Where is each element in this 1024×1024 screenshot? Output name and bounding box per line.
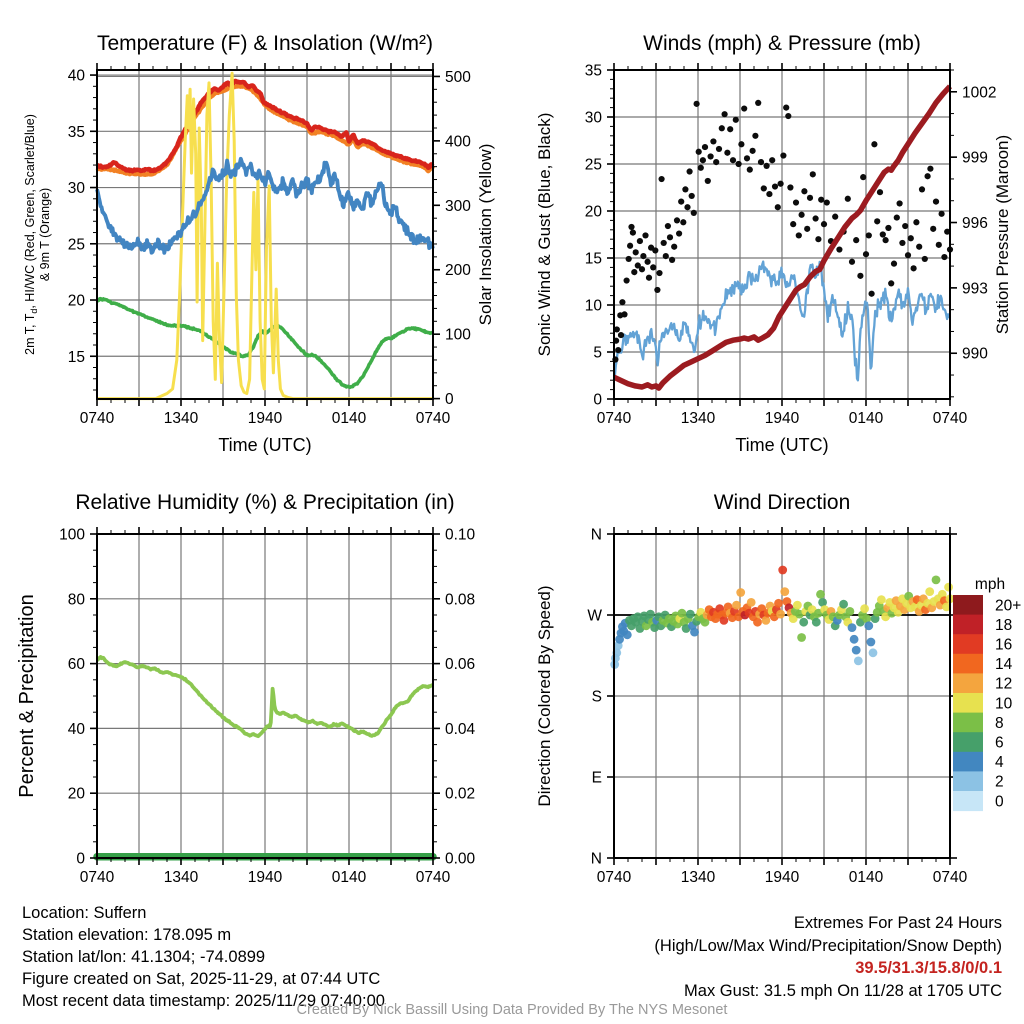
gust-dots-black (810, 171, 816, 177)
gust-dots-black (702, 144, 708, 150)
gust-dots-black (689, 193, 695, 199)
svg-text:993: 993 (962, 280, 988, 298)
svg-text:40: 40 (67, 67, 85, 85)
legend-swatch-12 (953, 673, 983, 693)
gust-dots-black (676, 230, 682, 236)
extremes-subtitle: (High/Low/Max Wind/Precipitation/Snow Depth) (654, 936, 1002, 955)
gust-dots-black (627, 243, 633, 249)
gust-dots-black (821, 221, 827, 227)
legend-swatch-16 (953, 634, 983, 654)
gust-dots-black (696, 149, 702, 155)
legend-swatch-4 (953, 752, 983, 772)
direction-dots (925, 587, 934, 596)
svg-text:20+: 20+ (995, 597, 1022, 615)
svg-text:0.08: 0.08 (445, 591, 476, 609)
svg-text:E: E (591, 769, 602, 787)
gust-dots-black (832, 214, 838, 220)
direction-dots (774, 599, 783, 608)
svg-text:1940: 1940 (247, 410, 283, 427)
gust-dots-black (682, 186, 688, 192)
svg-text:18: 18 (995, 616, 1013, 634)
svg-text:0140: 0140 (331, 410, 367, 427)
gust-dots-black (849, 259, 855, 265)
gust-dots-black (919, 186, 925, 192)
gust-dots-black (663, 253, 669, 259)
gust-dots-black (807, 195, 813, 201)
title-wind-direction: Wind Direction (713, 491, 851, 514)
legend-swatch-14 (953, 654, 983, 674)
svg-text:1340: 1340 (680, 869, 716, 886)
gust-dots-black (752, 133, 758, 139)
gust-dots-black (897, 200, 903, 206)
gust-dots-black (939, 211, 945, 217)
legend-swatch-2 (953, 771, 983, 791)
direction-dots (854, 657, 863, 666)
gust-dots-black (633, 249, 639, 255)
gust-dots-black (874, 218, 880, 224)
svg-text:0740: 0740 (79, 410, 115, 427)
svg-text:15: 15 (67, 348, 85, 366)
gust-dots-black (916, 244, 922, 250)
gust-dots-black (684, 204, 690, 210)
svg-text:0.02: 0.02 (445, 785, 476, 803)
direction-dots (860, 604, 869, 613)
svg-text:1340: 1340 (680, 410, 716, 427)
svg-text:0.00: 0.00 (445, 850, 476, 868)
data-timestamp: Most recent data timestamp: 2025/11/29 07:40:00 (22, 992, 385, 1010)
svg-text:N: N (590, 526, 602, 544)
svg-text:Sonic Wind & Gust (Blue, Black: Sonic Wind & Gust (Blue, Black) (535, 112, 554, 357)
direction-dots (864, 621, 873, 630)
gust-dots-black (813, 215, 819, 221)
gust-dots-black (888, 280, 894, 286)
gust-dots-black (637, 238, 643, 244)
svg-text:1940: 1940 (247, 869, 283, 886)
direction-dots (869, 648, 878, 657)
gust-dots-black (925, 173, 931, 179)
station-location: Location: Suffern (22, 904, 147, 922)
gust-dots-black (724, 150, 730, 156)
gust-dots-black (639, 266, 645, 272)
direction-dots (736, 588, 745, 597)
svg-text:W: W (587, 607, 602, 625)
svg-text:N: N (590, 850, 602, 868)
svg-text:Station Pressure (Maroon): Station Pressure (Maroon) (993, 134, 1012, 335)
svg-text:996: 996 (962, 215, 988, 233)
direction-dots (747, 598, 756, 607)
svg-text:15: 15 (584, 250, 602, 268)
gust-dots-black (713, 159, 719, 165)
gust-dots-black (719, 125, 725, 131)
gust-dots-black (824, 199, 830, 205)
svg-text:Solar Insolation (Yellow): Solar Insolation (Yellow) (476, 143, 495, 326)
svg-text:0.06: 0.06 (445, 656, 476, 674)
svg-text:1940: 1940 (764, 869, 800, 886)
gust-dots-black (761, 185, 767, 191)
direction-dots (690, 628, 699, 637)
gust-dots-black (799, 212, 805, 218)
gust-dots-black (894, 214, 900, 220)
svg-text:35: 35 (67, 123, 85, 141)
svg-text:0: 0 (76, 850, 85, 868)
gust-dots-black (913, 219, 919, 225)
svg-text:0140: 0140 (331, 869, 367, 886)
gust-dots-black (908, 235, 914, 241)
gust-dots-black (646, 275, 652, 281)
title-winds-pressure: Winds (mph) & Pressure (mb) (643, 32, 921, 55)
svg-text:990: 990 (962, 345, 988, 363)
gust-dots-black (790, 221, 796, 227)
svg-text:40: 40 (67, 720, 85, 738)
gust-dots-black (775, 204, 781, 210)
svg-text:1002: 1002 (962, 84, 997, 102)
svg-text:Time (UTC): Time (UTC) (218, 435, 312, 455)
direction-dots (623, 630, 632, 639)
svg-text:0140: 0140 (848, 410, 884, 427)
gust-dots-black (836, 246, 842, 252)
direction-dots (852, 646, 861, 655)
gust-dots-black (694, 101, 700, 107)
gust-dots-black (722, 111, 728, 117)
gust-dots-black (793, 199, 799, 205)
panel-humidity-precipitation (16, 491, 476, 886)
svg-text:10: 10 (995, 695, 1013, 713)
svg-text:0740: 0740 (415, 869, 451, 886)
gust-dots-black (631, 269, 637, 275)
gust-dots-black (674, 217, 680, 223)
gust-dots-black (654, 287, 660, 293)
gust-dots-black (730, 157, 736, 163)
station-latlon: Station lat/lon: 41.1304; -74.0899 (22, 948, 266, 966)
svg-text:2: 2 (995, 773, 1004, 791)
gust-dots-black (801, 188, 807, 194)
direction-dots (850, 635, 859, 644)
svg-text:5: 5 (593, 344, 602, 362)
direction-dots (816, 590, 825, 599)
credit-line: Created By Nick Bassill Using Data Provided By The NYS Mesonet (296, 1002, 728, 1018)
gust-dots-black (866, 232, 872, 238)
gust-dots-black (640, 253, 646, 259)
gust-dots-black (758, 159, 764, 165)
extremes-values: 39.5/31.3/15.8/0/0.1 (855, 959, 1002, 977)
gust-dots-black (619, 299, 625, 305)
svg-text:100: 100 (445, 326, 471, 344)
panel-winds-pressure (535, 32, 1012, 455)
svg-text:0740: 0740 (79, 869, 115, 886)
svg-text:20: 20 (67, 785, 85, 803)
gust-dots-black (687, 168, 693, 174)
gust-dots-black (815, 236, 821, 242)
gust-dots-black (741, 105, 747, 111)
svg-text:0.04: 0.04 (445, 720, 476, 738)
legend-title: mph (974, 576, 1006, 593)
svg-text:14: 14 (995, 656, 1013, 674)
svg-text:100: 100 (59, 526, 85, 544)
gust-dots-black (671, 244, 677, 250)
gust-dots-black (716, 146, 722, 152)
svg-text:0: 0 (445, 391, 454, 409)
gust-dots-black (615, 347, 621, 353)
direction-dots (848, 623, 857, 632)
gust-dots-black (680, 219, 686, 225)
gust-dots-black (630, 230, 636, 236)
gust-dots-black (922, 256, 928, 262)
gust-dots-black (780, 152, 786, 158)
svg-text:500: 500 (445, 68, 471, 86)
gust-dots-black (705, 178, 711, 184)
gust-dots-black (656, 270, 662, 276)
gust-dots-black (883, 237, 889, 243)
direction-dots (846, 607, 855, 616)
gust-dots-black (845, 196, 851, 202)
gust-dots-black (772, 183, 778, 189)
direction-dots (932, 576, 941, 585)
gust-dots-black (621, 311, 627, 317)
svg-text:1940: 1940 (764, 410, 800, 427)
gust-dots-black (880, 231, 886, 237)
gust-dots-black (700, 157, 706, 163)
svg-text:Direction (Colored By Speed): Direction (Colored By Speed) (535, 585, 554, 807)
svg-text:0.10: 0.10 (445, 526, 476, 544)
gust-dots-black (665, 223, 671, 229)
gust-dots-black (642, 232, 648, 238)
gust-dots-black (755, 100, 761, 106)
svg-text:0740: 0740 (596, 410, 632, 427)
svg-text:0740: 0740 (932, 869, 968, 886)
legend-swatch-10 (953, 693, 983, 713)
gust-dots-black (778, 181, 784, 187)
gust-dots-black (911, 265, 917, 271)
svg-text:16: 16 (995, 636, 1013, 654)
station-elevation: Station elevation: 178.095 m (22, 926, 232, 944)
svg-text:10: 10 (584, 297, 602, 315)
svg-text:Percent & Precipitation: Percent & Precipitation (16, 594, 38, 798)
gust-dots-black (750, 148, 756, 154)
svg-text:20: 20 (584, 203, 602, 221)
legend-swatch-0 (953, 791, 983, 811)
extremes-block (654, 912, 1002, 1002)
direction-dots (686, 610, 695, 619)
gust-dots-black (736, 161, 742, 167)
svg-text:300: 300 (445, 197, 471, 215)
max-gust: Max Gust: 31.5 mph On 11/28 at 1705 UTC (684, 981, 1002, 1000)
gust-dots-black (652, 247, 658, 253)
legend-swatch-20+ (953, 595, 983, 615)
svg-text:0740: 0740 (415, 410, 451, 427)
legend-swatch-8 (953, 713, 983, 733)
direction-dots (732, 601, 741, 610)
gust-dots-black (818, 197, 824, 203)
gust-dots-black (871, 141, 877, 147)
gust-dots-black (659, 176, 665, 182)
svg-text:80: 80 (67, 591, 85, 609)
direction-dots (797, 633, 806, 642)
gust-dots-black (628, 224, 634, 230)
svg-text:25: 25 (67, 236, 85, 254)
gust-dots-black (936, 242, 942, 248)
gust-dots-black (626, 256, 632, 262)
svg-text:30: 30 (584, 109, 602, 127)
svg-text:& 9m T (Orange): & 9m T (Orange) (38, 187, 52, 282)
station-info (22, 902, 385, 1012)
svg-text:400: 400 (445, 133, 471, 151)
gust-dots-black (667, 234, 673, 240)
panel-temperature-insolation (23, 32, 495, 455)
svg-text:999: 999 (962, 149, 988, 167)
gust-dots-black (787, 184, 793, 190)
svg-text:25: 25 (584, 156, 602, 174)
gust-dots-black (744, 155, 750, 161)
gust-dots-black (905, 252, 911, 258)
gust-dots-black (941, 254, 947, 260)
gust-dots-black (863, 251, 869, 257)
gust-dots-black (733, 117, 739, 123)
gust-dots-black (785, 113, 791, 119)
gust-dots-black (899, 240, 905, 246)
gust-dots-black (618, 332, 624, 338)
gust-dots-black (885, 225, 891, 231)
svg-text:4: 4 (995, 754, 1004, 772)
svg-text:1340: 1340 (163, 869, 199, 886)
svg-text:20: 20 (67, 292, 85, 310)
gust-dots-black (783, 105, 789, 111)
figure-created: Figure created on Sat, 2025-11-29, at 07:44 UTC (22, 970, 381, 988)
svg-text:0740: 0740 (596, 869, 632, 886)
svg-text:60: 60 (67, 656, 85, 674)
title-humidity-precipitation: Relative Humidity (%) & Precipitation (in) (75, 491, 455, 514)
gust-dots-black (769, 157, 775, 163)
svg-text:8: 8 (995, 714, 1004, 732)
legend-swatch-18 (953, 615, 983, 635)
svg-text:1340: 1340 (163, 410, 199, 427)
direction-dots (944, 583, 953, 592)
panel-wind-direction (535, 491, 968, 886)
svg-text:0: 0 (995, 793, 1004, 811)
direction-dots (646, 610, 655, 619)
gust-dots-black (860, 174, 866, 180)
direction-dots (780, 587, 789, 596)
direction-dots (776, 610, 785, 619)
gust-dots-black (738, 141, 744, 147)
gust-dots-black (927, 166, 933, 172)
direction-dots (753, 618, 762, 627)
gust-dots-black (727, 126, 733, 132)
svg-text:0: 0 (593, 391, 602, 409)
svg-text:6: 6 (995, 734, 1004, 752)
gust-dots-black (698, 165, 704, 171)
direction-dots (799, 618, 808, 627)
gust-dots-black (891, 261, 897, 267)
gust-dots-black (804, 226, 810, 232)
extremes-title: Extremes For Past 24 Hours (793, 914, 1002, 932)
direction-dots (812, 618, 821, 627)
svg-text:35: 35 (584, 62, 602, 80)
direction-dots (778, 566, 787, 575)
gust-dots-black (796, 232, 802, 238)
gust-dots-black (710, 138, 716, 144)
direction-dots (793, 601, 802, 610)
gust-dots-black (691, 210, 697, 216)
svg-text:200: 200 (445, 262, 471, 280)
gust-dots-black (624, 277, 630, 283)
gust-dots-black (869, 291, 875, 297)
gust-dots-black (930, 226, 936, 232)
gust-dots-black (708, 153, 714, 159)
gust-dots-black (650, 264, 656, 270)
gust-dots-black (877, 189, 883, 195)
gust-dots-black (933, 199, 939, 205)
svg-text:0140: 0140 (848, 869, 884, 886)
gust-dots-black (857, 273, 863, 279)
direction-dots (839, 600, 848, 609)
gust-dots-black (853, 237, 859, 243)
title-temperature-insolation: Temperature (F) & Insolation (W/m²) (96, 32, 434, 55)
gust-dots-black (747, 167, 753, 173)
svg-text:0740: 0740 (932, 410, 968, 427)
svg-text:S: S (591, 688, 602, 706)
gust-dots-black (678, 199, 684, 205)
speed-legend (953, 576, 1021, 811)
legend-swatch-6 (953, 732, 983, 752)
svg-text:2m T, Td, HI/WC (Red, Green, S: 2m T, $T_d$, HI/WC (Red, Green, Scarlet/Blue) (23, 114, 39, 355)
gust-dots-black (661, 240, 667, 246)
gust-dots-black (766, 191, 772, 197)
gust-dots-black (764, 163, 770, 169)
gust-dots-black (645, 259, 651, 265)
svg-text:12: 12 (995, 675, 1013, 693)
direction-dots (867, 638, 876, 647)
direction-dots (877, 595, 886, 604)
svg-text:Time (UTC): Time (UTC) (735, 435, 829, 455)
gust-dots-black (669, 257, 675, 263)
gust-dots-black (902, 223, 908, 229)
svg-text:30: 30 (67, 180, 85, 198)
